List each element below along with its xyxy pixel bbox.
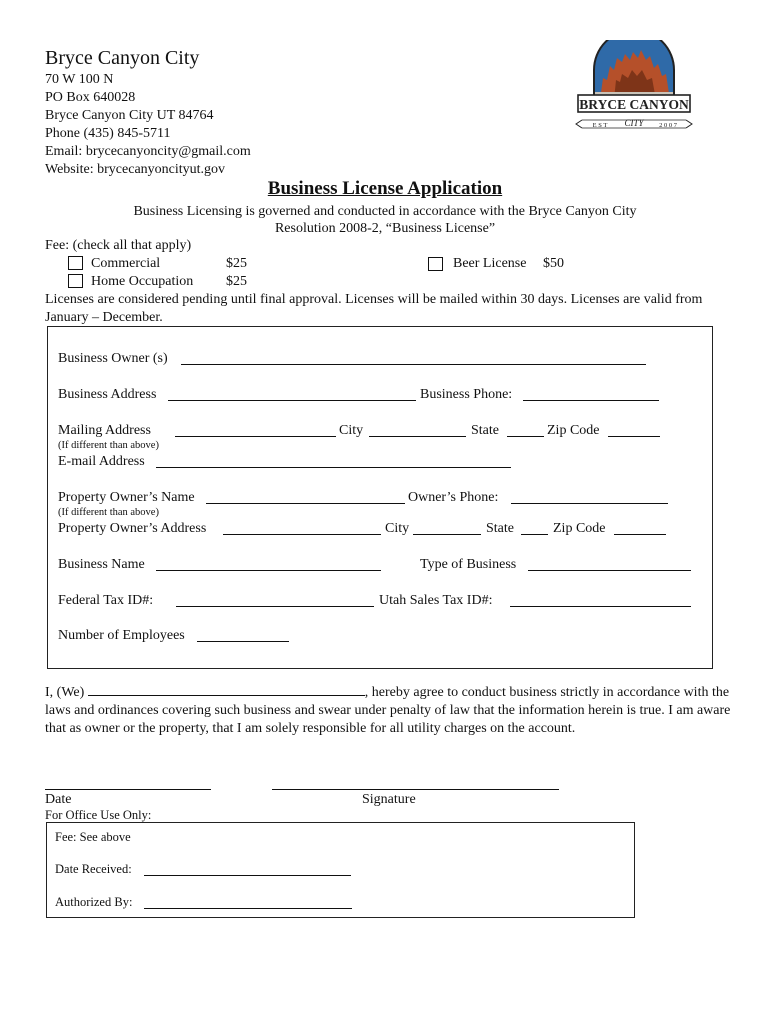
mailing-city-label: City bbox=[339, 423, 364, 438]
mailing-state-label: State bbox=[471, 423, 499, 438]
office-use-box bbox=[46, 822, 635, 918]
property-owner-address-label: Property Owner’s Address bbox=[58, 521, 207, 536]
email-address-field[interactable] bbox=[156, 467, 511, 468]
agreement-paragraph bbox=[45, 684, 735, 738]
commercial-checkbox[interactable] bbox=[68, 256, 83, 270]
commercial-price: $25 bbox=[226, 256, 247, 271]
utah-sales-tax-field[interactable] bbox=[510, 606, 691, 607]
city-state-zip: Bryce Canyon City UT 84764 bbox=[45, 108, 214, 123]
property-city-field[interactable] bbox=[413, 534, 481, 535]
website-text: Website: brycecanyoncityut.gov bbox=[45, 162, 226, 177]
fee-heading: Fee: (check all that apply) bbox=[45, 238, 192, 253]
intro-line: Resolution 2008-2, “Business License” bbox=[274, 221, 496, 236]
business-owner-field[interactable] bbox=[181, 364, 646, 365]
signature-label: Signature bbox=[362, 792, 416, 807]
office-use-heading: For Office Use Only: bbox=[45, 808, 152, 822]
beer-license-label: Beer License bbox=[453, 256, 527, 271]
property-state-label: State bbox=[486, 521, 514, 536]
mailing-city-field[interactable] bbox=[369, 436, 466, 437]
logo-text: BRYCE CANYON bbox=[579, 97, 689, 112]
intro-line: Business Licensing is governed and conducted in accordance with the Bryce Canyon City bbox=[133, 204, 637, 219]
authorized-by-field[interactable] bbox=[144, 908, 352, 909]
logo-est: E S T bbox=[592, 122, 608, 129]
business-address-label: Business Address bbox=[58, 387, 157, 402]
logo-year: 2 0 0 7 bbox=[659, 122, 677, 129]
office-fee-text: Fee: See above bbox=[55, 830, 131, 844]
utah-sales-tax-label: Utah Sales Tax ID#: bbox=[379, 593, 493, 608]
home-occupation-price: $25 bbox=[226, 274, 247, 289]
if-different-note: (If different than above) bbox=[58, 440, 159, 451]
if-different-note: (If different than above) bbox=[58, 507, 159, 518]
business-phone-label: Business Phone: bbox=[420, 387, 513, 402]
federal-tax-label: Federal Tax ID#: bbox=[58, 593, 154, 608]
date-label: Date bbox=[45, 792, 72, 807]
city-logo bbox=[570, 40, 698, 140]
business-phone-field[interactable] bbox=[523, 400, 659, 401]
owners-phone-field[interactable] bbox=[511, 503, 668, 504]
business-owner-label: Business Owner (s) bbox=[58, 351, 168, 366]
date-received-label: Date Received: bbox=[55, 862, 132, 876]
home-occupation-checkbox[interactable] bbox=[68, 274, 83, 288]
property-zip-label: Zip Code bbox=[553, 521, 606, 536]
business-name-label: Business Name bbox=[58, 557, 145, 572]
property-city-label: City bbox=[385, 521, 410, 536]
phone-text: Phone (435) 845-5711 bbox=[45, 126, 171, 141]
federal-tax-field[interactable] bbox=[176, 606, 374, 607]
mailing-zip-field[interactable] bbox=[608, 436, 660, 437]
agreement-name-field[interactable] bbox=[88, 684, 365, 696]
contact-block bbox=[45, 71, 251, 179]
date-received-field[interactable] bbox=[144, 875, 351, 876]
page-title: Business License Application bbox=[267, 178, 503, 199]
mailing-address-label: Mailing Address bbox=[58, 423, 151, 438]
type-of-business-label: Type of Business bbox=[420, 557, 517, 572]
po-box: PO Box 640028 bbox=[45, 90, 136, 105]
mailing-zip-label: Zip Code bbox=[547, 423, 600, 438]
property-owner-name-field[interactable] bbox=[206, 503, 405, 504]
property-owner-name-label: Property Owner’s Name bbox=[58, 490, 195, 505]
mailing-state-field[interactable] bbox=[507, 436, 544, 437]
mailing-address-field[interactable] bbox=[175, 436, 336, 437]
date-line[interactable] bbox=[45, 789, 211, 790]
intro-text bbox=[0, 203, 770, 237]
type-of-business-field[interactable] bbox=[528, 570, 691, 571]
agreement-prefix: I, (We) bbox=[45, 685, 85, 700]
owners-phone-label: Owner’s Phone: bbox=[408, 490, 499, 505]
authorized-by-label: Authorized By: bbox=[55, 895, 133, 909]
agreement-text: , hereby agree to conduct business strictly in accordance with the laws and ordinances covering such business and swear under penalty of law that the information herein is true. I am aware that as owner or the property, that I am solely responsible for all utility charges on the account. bbox=[45, 685, 731, 736]
beer-license-price: $50 bbox=[543, 256, 564, 271]
address-line: 70 W 100 N bbox=[45, 72, 114, 87]
email-text: Email: brycecanyoncity@gmail.com bbox=[45, 144, 251, 159]
logo-city: CITY bbox=[624, 118, 644, 128]
email-address-label: E-mail Address bbox=[58, 454, 145, 469]
employees-field[interactable] bbox=[197, 641, 289, 642]
property-state-field[interactable] bbox=[521, 534, 548, 535]
property-owner-address-field[interactable] bbox=[223, 534, 381, 535]
business-address-field[interactable] bbox=[168, 400, 416, 401]
signature-line[interactable] bbox=[272, 789, 559, 790]
city-name: Bryce Canyon City bbox=[45, 47, 200, 69]
business-name-field[interactable] bbox=[156, 570, 381, 571]
employees-label: Number of Employees bbox=[58, 628, 185, 643]
home-occupation-label: Home Occupation bbox=[91, 274, 194, 289]
beer-license-checkbox[interactable] bbox=[428, 257, 443, 271]
license-note: Licenses are considered pending until final approval. Licenses will be mailed within 30 days. Licenses are valid from January – December. bbox=[45, 292, 703, 325]
commercial-label: Commercial bbox=[91, 256, 161, 271]
property-zip-field[interactable] bbox=[614, 534, 666, 535]
